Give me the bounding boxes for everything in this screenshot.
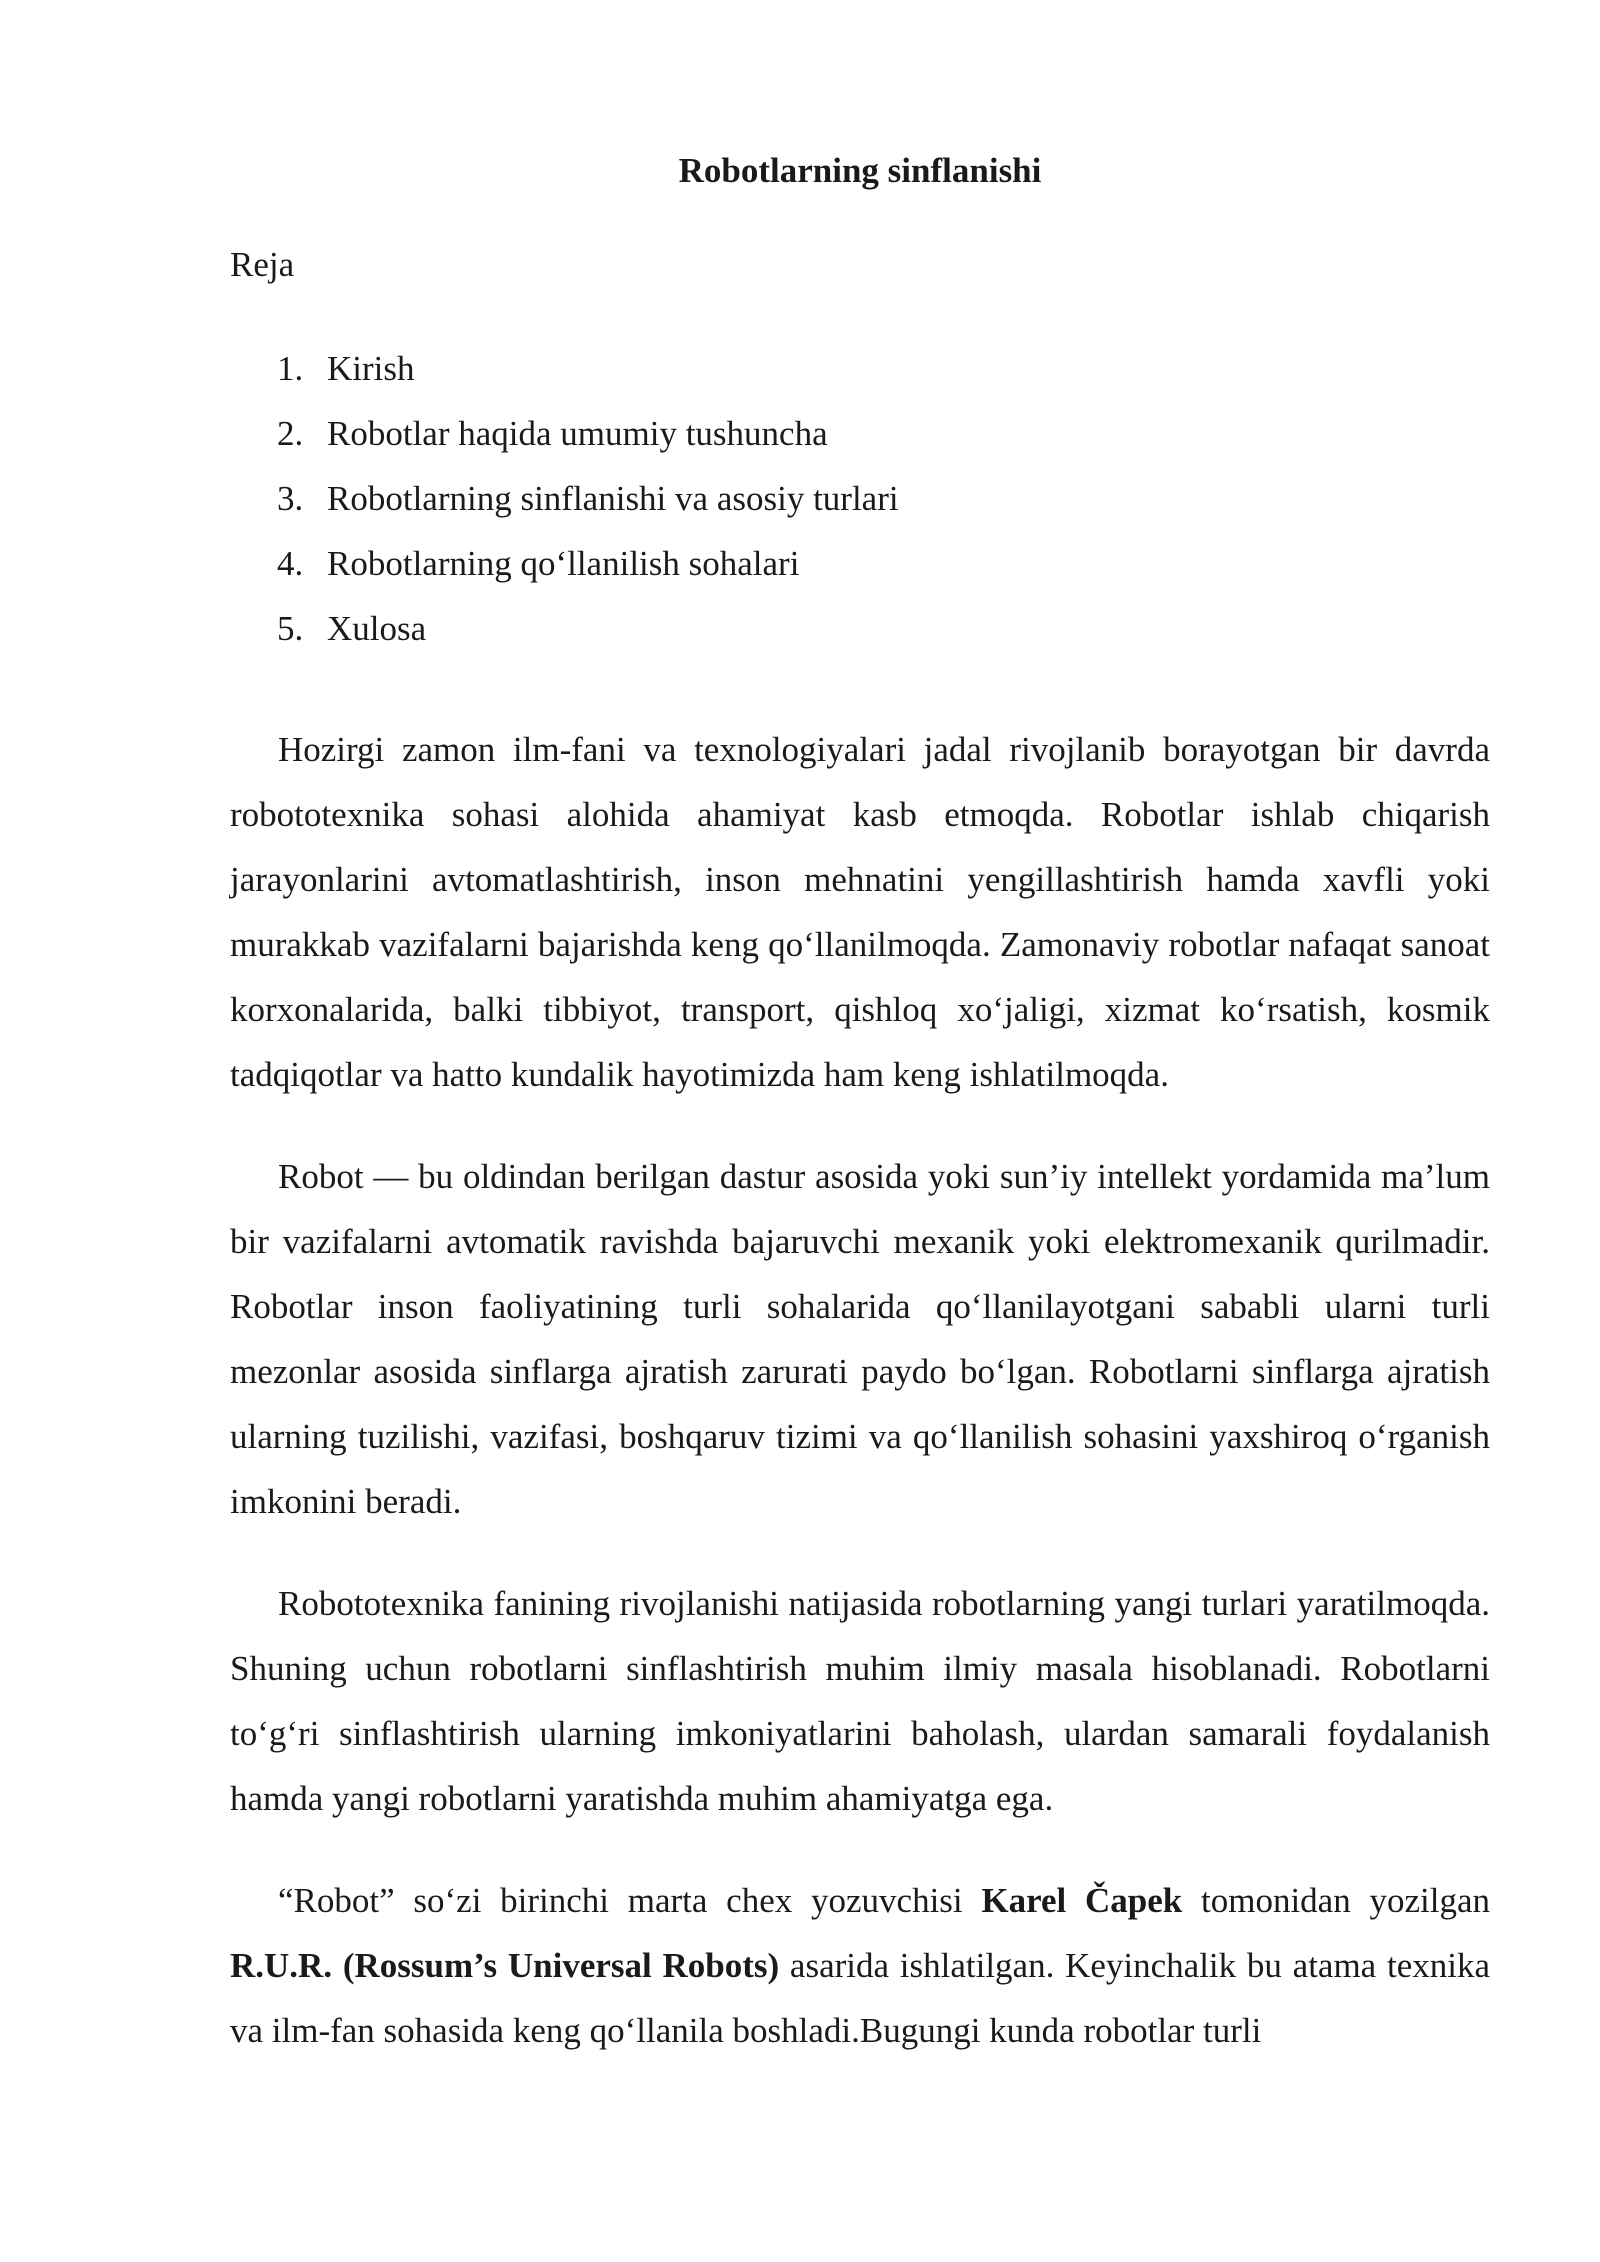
plan-item-text: Xulosa [327,609,427,648]
plan-list [230,336,1490,661]
paragraph-text: tomonidan yozilgan [1182,1881,1490,1920]
plan-item-number: 2. [277,414,304,453]
plan-item [230,466,1490,531]
plan-item-number: 4. [277,544,304,583]
plan-item-number: 5. [277,609,304,648]
plan-item [230,336,1490,401]
paragraph-word-origin [230,1868,1490,2063]
plan-item [230,531,1490,596]
plan-item-text: Kirish [327,349,415,388]
plan-item-number: 1. [277,349,304,388]
plan-item-number: 3. [277,479,304,518]
paragraph-classification-importance: Robototexnika fanining rivojlanishi natijasida robotlarning yangi turlari yaratilmoqda. Shuning uchun robotlarni sinflashtirish muhim ilmiy masala hisoblanadi. Robotlarni to‘g‘ri sinflashtirish ularning imkoniyatlarini baholash, ulardan samarali foydalanish hamda yangi robotlarni yaratishda muhim ahamiyatga ega. [230,1584,1490,1818]
plan-heading: Reja [230,245,295,284]
paragraph-text: asarida ishlatilgan. Keyinchalik bu atama texnika va ilm-fan sohasida keng qo‘llanila boshladi.Bugungi kunda robotlar turli [230,1946,1490,2050]
plan-item-text: Robotlar haqida umumiy tushuncha [327,414,828,453]
document-content [230,150,1490,2063]
paragraph-robot-definition: Robot — bu oldindan berilgan dastur asosida yoki sun’iy intellekt yordamida ma’lum bir vazifalarni avtomatik ravishda bajaruvchi mexanik yoki elektromexanik qurilmadir. Robotlar inson faoliyatining turli sohalarida qo‘llanilayotgani sababli ularni turli mezonlar asosida sinflarga ajratish zarurati paydo bo‘lgan. Robotlarni sinflarga ajratish ularning tuzilishi, vazifasi, boshqaruv tizimi va qo‘llanilish sohasini yaxshiroq o‘rganish imkonini beradi. [230,1157,1490,1521]
plan-item-text: Robotlarning qo‘llanilish sohalari [327,544,800,583]
author-name: Karel Čapek [981,1881,1183,1920]
plan-item-text: Robotlarning sinflanishi va asosiy turlari [327,479,899,518]
plan-item [230,401,1490,466]
work-title: R.U.R. (Rossum’s Universal Robots) [230,1946,780,1985]
plan-item [230,596,1490,661]
document-title: Robotlarning sinflanishi [678,151,1042,190]
paragraph-text: “Robot” so‘zi birinchi marta chex yozuvchisi [278,1881,982,1920]
paragraph-intro: Hozirgi zamon ilm-fani va texnologiyalari jadal rivojlanib borayotgan bir davrda robototexnika sohasi alohida ahamiyat kasb etmoqda. Robotlar ishlab chiqarish jarayonlarini avtomatlashtirish, inson mehnatini yengillashtirish hamda xavfli yoki murakkab vazifalarni bajarishda keng qo‘llanilmoqda. Zamonaviy robotlar nafaqat sanoat korxonalarida, balki tibbiyot, transport, qishloq xo‘jaligi, xizmat ko‘rsatish, kosmik tadqiqotlar va hatto kundalik hayotimizda ham keng ishlatilmoqda. [230,730,1490,1094]
